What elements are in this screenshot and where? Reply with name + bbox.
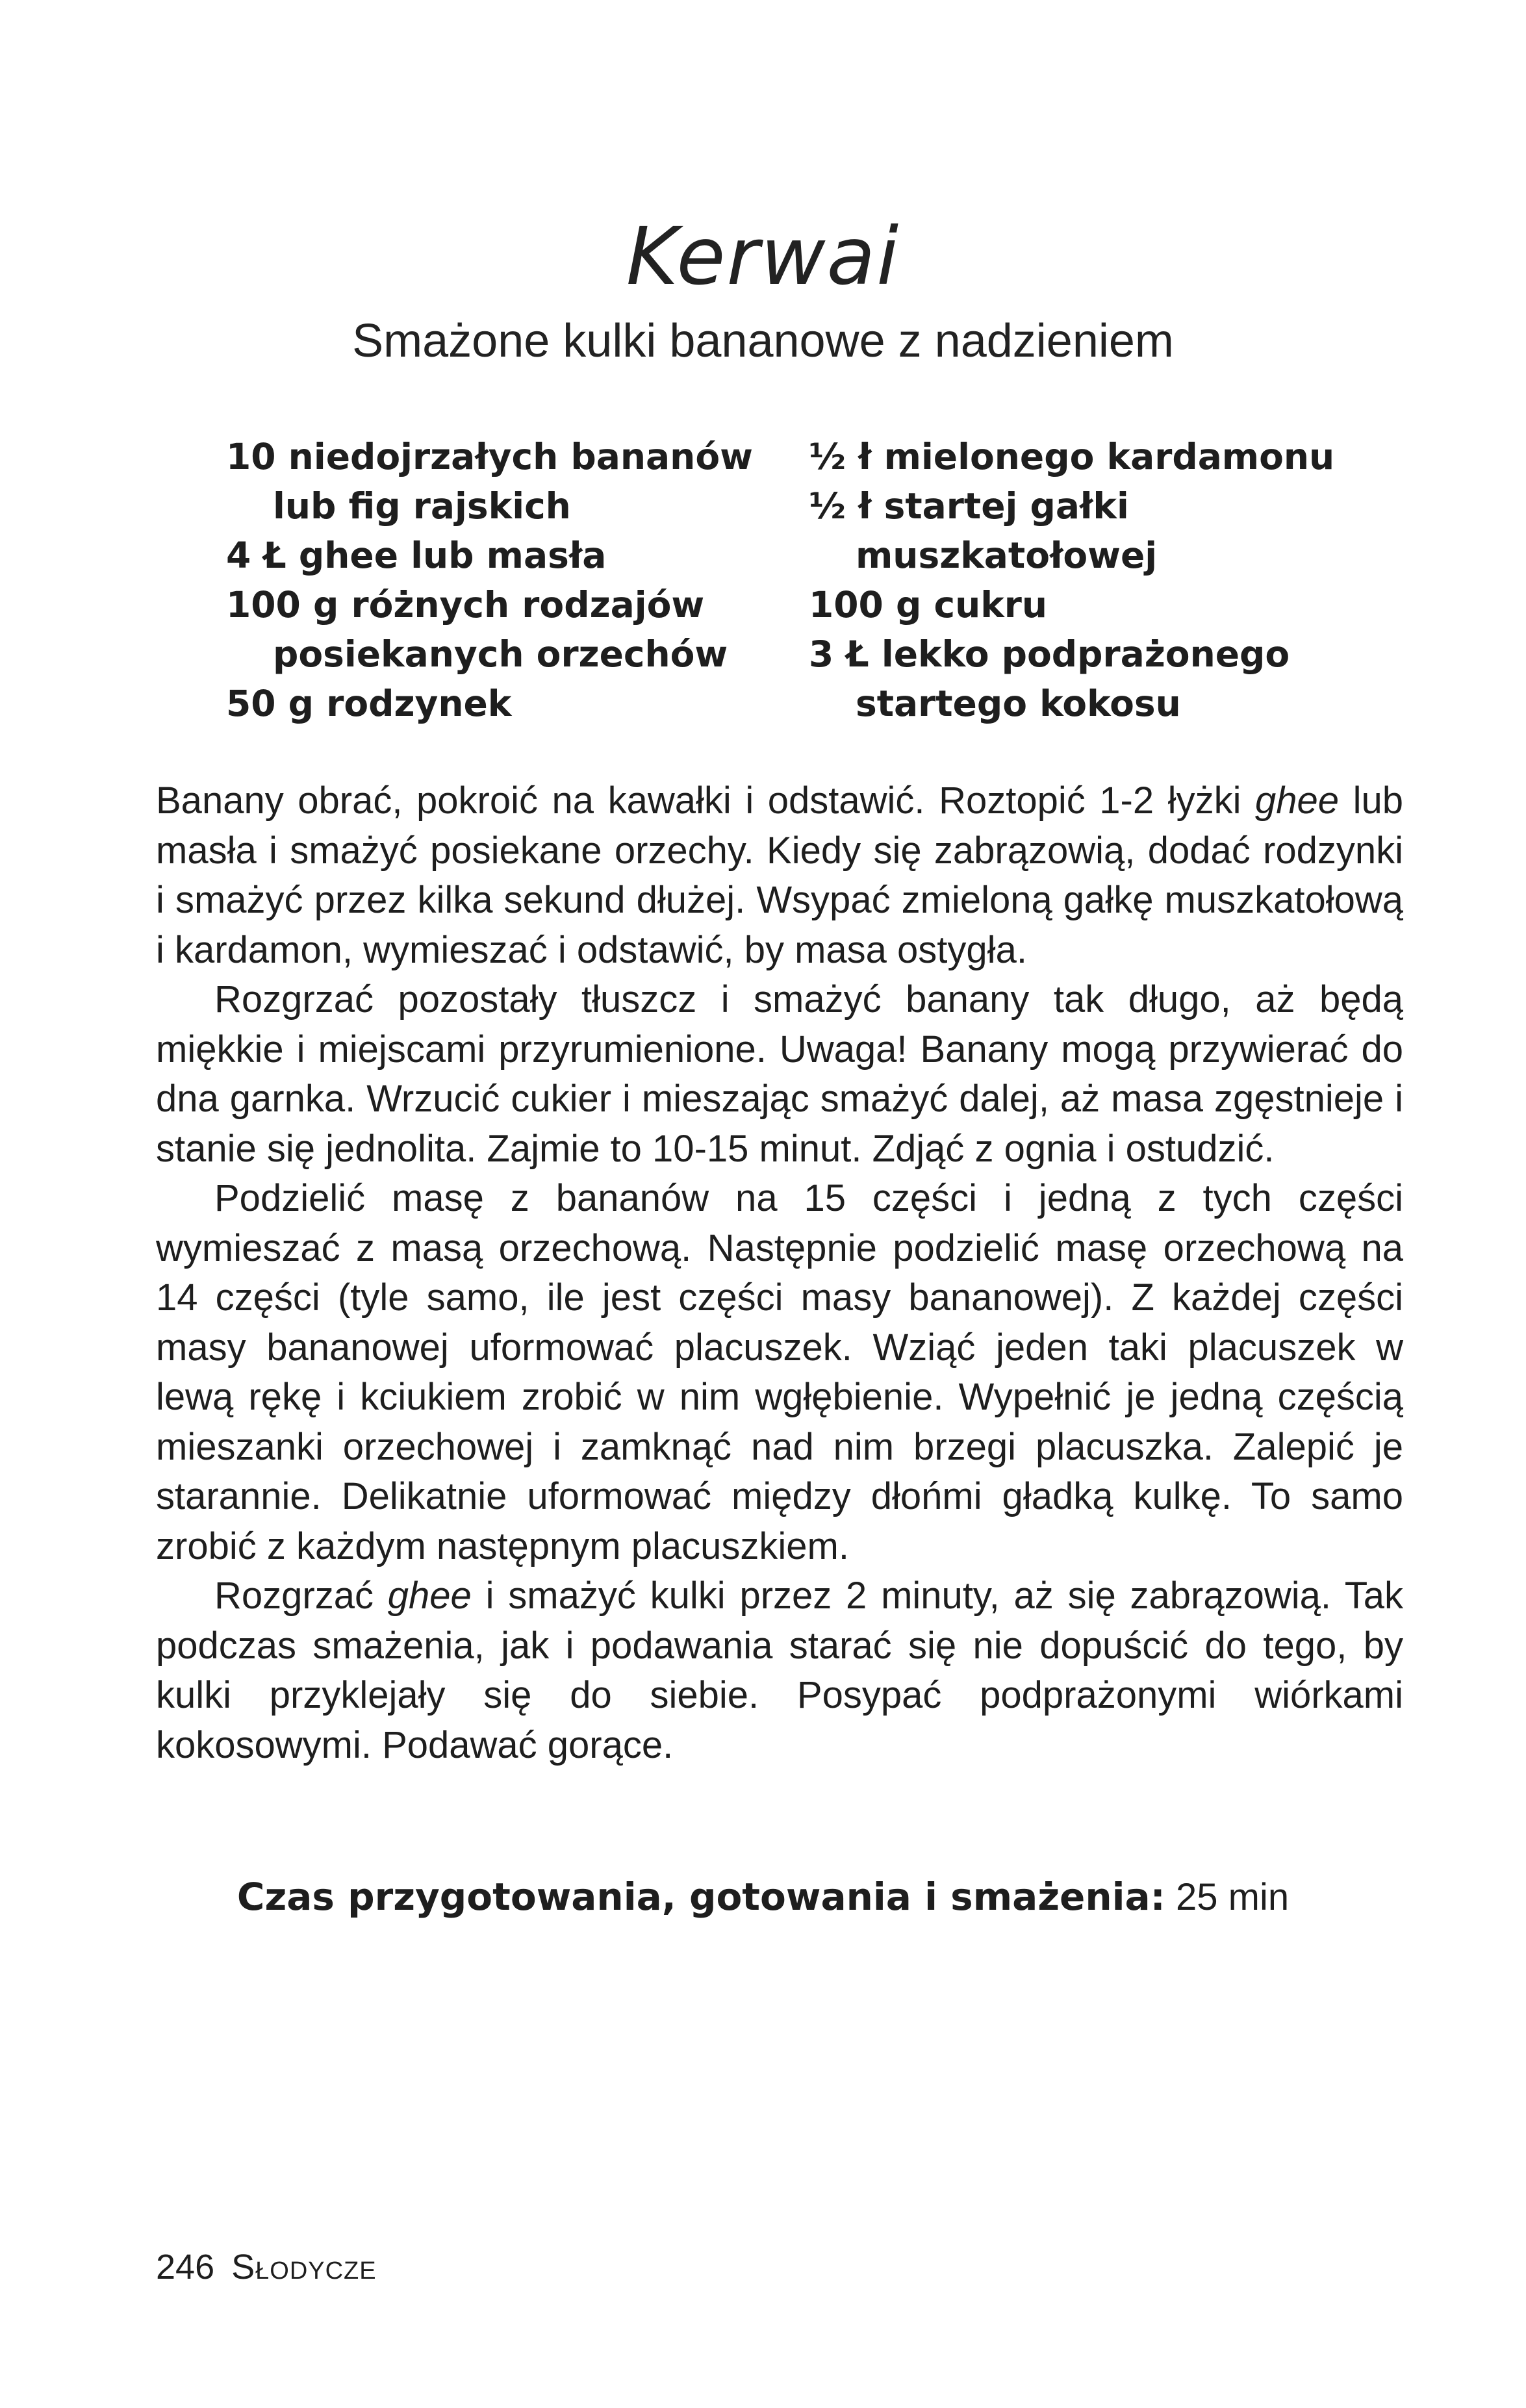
preparation-time-label: Czas przygotowania, gotowania i smażenia: [236,1875,1165,1919]
page-footer [156,2244,377,2290]
ingredient-line: 10 niedojrzałych bananów [226,436,753,477]
page-number: 246 [156,2248,215,2287]
ingredient-line: 3 Ł lekko podprażonego [809,633,1290,675]
ingredient-line: ½ ł startej gałki [809,485,1129,527]
instructions [156,776,1403,1770]
ingredients-left-column [226,432,753,728]
section-name: Słodycze [231,2248,377,2287]
ingredient-line: 100 g cukru [809,584,1048,626]
instruction-paragraph: Podzielić masę z bananów na 15 części i jedną z tych części wymieszać z masą orzechową. Następnie podzielić masę orzechową na 14 części (tyle samo, ile jest części masy bananowej). Z każdej części masy bananowej uformować placuszek. Wziąć jeden taki placuszek w lewą rękę i kciukiem zrobić w nim wgłębienie. Wypełnić je jedną częścią mieszanki orzechowej i zamknąć nad nim brzegi placuszka. Zalepić je starannie. Delikatnie uformować między dłońmi gładką kulkę. To samo zrobić z każdym następnym placuszkiem. [156,1177,1403,1567]
ghee-term: ghee [1255,779,1340,822]
ingredient-line: startego kokosu [856,683,1181,724]
recipe-title: Kerwai [626,210,900,303]
recipe-subtitle: Smażone kulki bananowe z nadzieniem [352,315,1174,367]
instruction-paragraph: Rozgrzać ghee i smażyć kulki przez 2 minuty, aż się zabrązowią. Tak podczas smażenia, jak i podawania starać się nie dopuścić do tego, by kulki przyklejały się do siebie. Posypać podprażonymi wiórkami kokosowymi. Podawać gorące. [156,1575,1403,1766]
ingredient-line: 50 g rodzynek [226,683,512,724]
instruction-paragraph: Rozgrzać pozostały tłuszcz i smażyć banany tak długo, aż będą miękkie i miejscami przyrumienione. Uwaga! Banany mogą przywierać do dna garnka. Wrzucić cukier i mieszając smażyć dalej, aż masa zgęstnieje i stanie się jednolita. Zajmie to 10-15 minut. Zdjąć z ognia i ostudzić. [156,978,1403,1170]
ingredient-line: 100 g różnych rodzajów [226,584,705,626]
ingredients-right-column [809,432,1334,728]
ingredient-line: lub fig rajskich [273,485,571,527]
ghee-term: ghee [387,1575,472,1617]
ingredient-line: posiekanych orzechów [273,633,728,675]
preparation-time-value: 25 min [1176,1876,1290,1918]
preparation-time [0,1871,1526,1923]
instruction-paragraph: Banany obrać, pokroić na kawałki i odstawić. Roztopić 1-2 łyżki ghee lub masła i smażyć posiekane orzechy. Kiedy się zabrązowią, dodać rodzynki i smażyć przez kilka sekund dłużej. Wsypać zmieloną gałkę muszkatołową i kardamon, wymieszać i odstawić, by masa ostygła. [156,779,1403,971]
ingredient-line: muszkatołowej [856,535,1158,576]
ingredient-line: ½ ł mielonego kardamonu [809,436,1335,477]
ingredient-line: 4 Ł ghee lub masła [226,535,607,576]
